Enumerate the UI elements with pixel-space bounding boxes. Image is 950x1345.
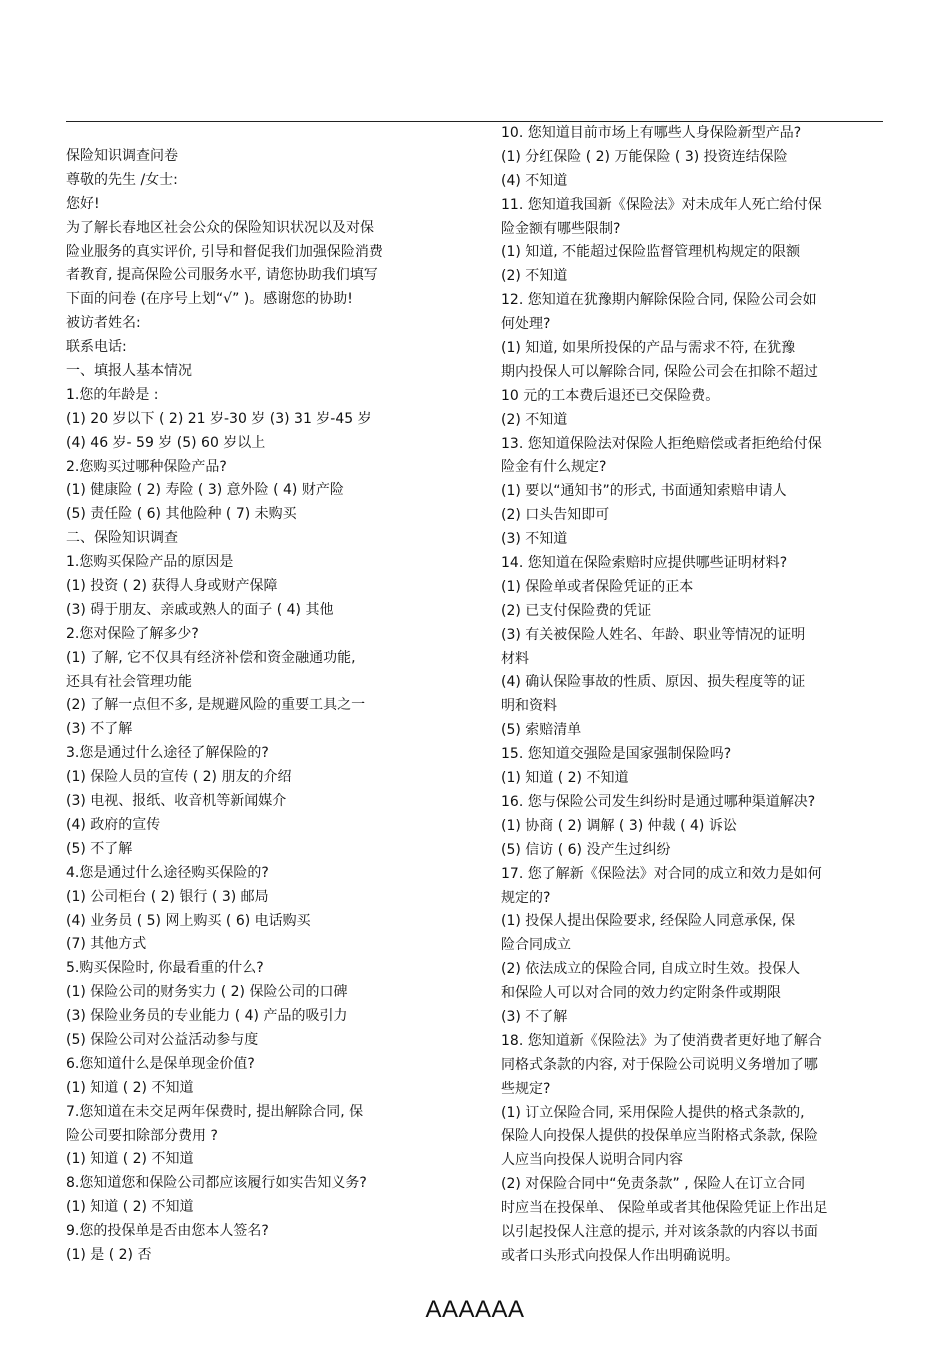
text-line: 些规定? <box>501 1080 551 1097</box>
text-line: (3) 不知道 <box>501 531 568 548</box>
text-line: 者教育, 提高保险公司服务水平, 请您协助我们填写 <box>66 267 378 284</box>
text-line: 13. 您知道保险法对保险人拒绝赔偿或者拒绝给付保 <box>501 435 822 452</box>
text-line: 时应当在投保单、 保险单或者其他保险凭证上作出足 <box>501 1200 828 1217</box>
text-line: 6.您知道什么是保单现金价值? <box>66 1055 255 1072</box>
text-line: (1) 订立保险合同, 采用保险人提供的格式条款的, <box>501 1104 805 1121</box>
text-line: 联系电话: <box>66 339 127 356</box>
text-line: 险公司要扣除部分费用 ? <box>66 1127 218 1144</box>
text-line: 规定的? <box>501 889 551 906</box>
text-line: (1) 投资 ( 2) 获得人身或财产保障 <box>66 578 278 595</box>
text-line: 17. 您了解新《保险法》对合同的成立和效力是如何 <box>501 865 822 882</box>
text-line: 二、保险知识调查 <box>66 530 178 547</box>
text-line: (5) 责任险 ( 6) 其他险种 ( 7) 未购买 <box>66 506 297 523</box>
text-line: (5) 不了解 <box>66 840 133 857</box>
text-line: (1) 保险单或者保险凭证的正本 <box>501 578 694 595</box>
text-line: 被访者姓名: <box>66 315 141 332</box>
text-line: (3) 不了解 <box>66 721 133 738</box>
text-line: 何处理? <box>501 316 551 333</box>
text-line: (1) 保险人员的宣传 ( 2) 朋友的介绍 <box>66 769 292 786</box>
text-line: (2) 不知道 <box>501 268 568 285</box>
text-line: 8.您知道您和保险公司都应该履行如实告知义务? <box>66 1175 367 1192</box>
text-line: (3) 不了解 <box>501 1008 568 1025</box>
text-line: 14. 您知道在保险索赔时应提供哪些证明材料? <box>501 555 788 572</box>
text-line: (1) 知道 ( 2) 不知道 <box>66 1151 194 1168</box>
text-line: (5) 保险公司对公益活动参与度 <box>66 1031 259 1048</box>
left-column <box>66 145 466 1268</box>
text-line: (7) 其他方式 <box>66 936 147 953</box>
text-line: (4) 46 岁- 59 岁 (5) 60 岁以上 <box>66 434 266 451</box>
text-line: (1) 知道, 不能超过保险监督管理机构规定的限额 <box>501 244 801 261</box>
text-line: (1) 保险公司的财务实力 ( 2) 保险公司的口碑 <box>66 984 348 1001</box>
text-line: 16. 您与保险公司发生纠纷时是通过哪种渠道解决? <box>501 793 816 810</box>
text-line: 4.您是通过什么途径购买保险的? <box>66 864 269 881</box>
text-line: (5) 索赔清单 <box>501 722 582 739</box>
text-line: (3) 保险业务员的专业能力 ( 4) 产品的吸引力 <box>66 1008 348 1025</box>
text-line: (4) 不知道 <box>501 172 568 189</box>
text-line: 15. 您知道交强险是国家强制保险吗? <box>501 746 732 763</box>
text-line: 您好! <box>66 195 100 212</box>
text-line: 明和资料 <box>501 698 557 715</box>
text-line: 人应当向投保人说明合同内容 <box>501 1152 683 1169</box>
text-line: 期内投保人可以解除合同, 保险公司会在扣除不超过 <box>501 363 818 380</box>
text-line: (1) 投保人提出保险要求, 经保险人同意承保, 保 <box>501 913 796 930</box>
text-line: (1) 20 岁以下 ( 2) 21 岁-30 岁 (3) 31 岁-45 岁 <box>66 410 372 427</box>
right-column <box>501 122 901 1269</box>
text-line: (1) 知道, 如果所投保的产品与需求不符, 在犹豫 <box>501 340 796 357</box>
text-line: (1) 是 ( 2) 否 <box>66 1246 152 1263</box>
text-line: (2) 口头告知即可 <box>501 507 610 524</box>
text-line: (1) 健康险 ( 2) 寿险 ( 3) 意外险 ( 4) 财产险 <box>66 482 344 499</box>
text-line: 以引起投保人注意的提示, 并对该条款的内容以书面 <box>501 1223 818 1240</box>
text-line: (3) 电视、报纸、收音机等新闻媒介 <box>66 793 287 810</box>
text-line: 3.您是通过什么途径了解保险的? <box>66 745 269 762</box>
text-line: 10 元的工本费后退还已交保险费。 <box>501 387 720 404</box>
text-line: 下面的问卷 (在序号上划“√” )。感谢您的协助! <box>66 291 353 308</box>
text-line: 11. 您知道我国新《保险法》对未成年人死亡给付保 <box>501 196 822 213</box>
text-line: 或者口头形式向投保人作出明确说明。 <box>501 1247 739 1264</box>
page-footer: AAAAAA <box>425 1296 525 1323</box>
text-line: 2.您购买过哪种保险产品? <box>66 458 227 475</box>
text-line: (1) 知道 ( 2) 不知道 <box>501 770 629 787</box>
text-line: 5.购买保险时, 你最看重的什么? <box>66 960 264 977</box>
text-line: (5) 信访 ( 6) 没产生过纠纷 <box>501 841 671 858</box>
text-line: 18. 您知道新《保险法》为了使消费者更好地了解合 <box>501 1032 822 1049</box>
text-line: 为了解长春地区社会公众的保险知识状况以及对保 <box>66 219 374 236</box>
text-line: 保险知识调查问卷 <box>66 148 178 164</box>
text-line: (3) 有关被保险人姓名、年龄、职业等情况的证明 <box>501 626 806 643</box>
text-line: (4) 政府的宣传 <box>66 816 161 833</box>
text-line: 同格式条款的内容, 对于保险公司说明义务增加了哪 <box>501 1056 818 1073</box>
text-line: 材料 <box>501 650 529 667</box>
text-line: (2) 对保险合同中“免责条款” , 保险人在订立合同 <box>501 1176 806 1193</box>
text-line: (1) 知道 ( 2) 不知道 <box>66 1199 194 1216</box>
text-line: 尊敬的先生 /女士: <box>66 171 178 188</box>
text-line: 险合同成立 <box>501 937 571 954</box>
text-line: (2) 已支付保险费的凭证 <box>501 602 652 619</box>
text-line: (2) 不知道 <box>501 411 568 428</box>
text-line: 险金额有哪些限制? <box>501 220 621 237</box>
text-line: 1.您购买保险产品的原因是 <box>66 554 234 571</box>
text-line: 险业服务的真实评价, 引导和督促我们加强保险消费 <box>66 243 383 260</box>
text-line: (1) 协商 ( 2) 调解 ( 3) 仲裁 ( 4) 诉讼 <box>501 817 737 834</box>
text-line: 1.您的年龄是 : <box>66 386 159 403</box>
text-line: (1) 知道 ( 2) 不知道 <box>66 1079 194 1096</box>
text-line: (1) 公司柜台 ( 2) 银行 ( 3) 邮局 <box>66 888 269 905</box>
text-line: 一、填报人基本情况 <box>66 363 192 380</box>
text-line: (1) 分红保险 ( 2) 万能保险 ( 3) 投资连结保险 <box>501 148 788 165</box>
text-line: (3) 碍于朋友、亲戚或熟人的面子 ( 4) 其他 <box>66 601 334 618</box>
text-line: 还具有社会管理功能 <box>66 673 192 690</box>
text-line: (1) 了解, 它不仅具有经济补偿和资金融通功能, <box>66 649 356 666</box>
text-line: (4) 业务员 ( 5) 网上购买 ( 6) 电话购买 <box>66 912 311 929</box>
text-line: (1) 要以“通知书”的形式, 书面通知索赔申请人 <box>501 483 787 500</box>
text-line: 10. 您知道目前市场上有哪些人身保险新型产品? <box>501 125 802 141</box>
text-line: 保险人向投保人提供的投保单应当附格式条款, 保险 <box>501 1128 818 1145</box>
text-line: 7.您知道在未交足两年保费时, 提出解除合同, 保 <box>66 1103 364 1120</box>
text-line: 12. 您知道在犹豫期内解除保险合同, 保险公司会如 <box>501 292 817 309</box>
text-line: 9.您的投保单是否由您本人签名? <box>66 1223 269 1240</box>
text-line: 和保险人可以对合同的效力约定附条件或期限 <box>501 985 781 1002</box>
text-line: (2) 依法成立的保险合同, 自成立时生效。投保人 <box>501 961 801 978</box>
text-line: (4) 确认保险事故的性质、原因、损失程度等的证 <box>501 674 806 691</box>
text-line: 2.您对保险了解多少? <box>66 625 199 642</box>
text-line: 险金有什么规定? <box>501 459 607 476</box>
text-line: (2) 了解一点但不多, 是规避风险的重要工具之一 <box>66 697 366 714</box>
